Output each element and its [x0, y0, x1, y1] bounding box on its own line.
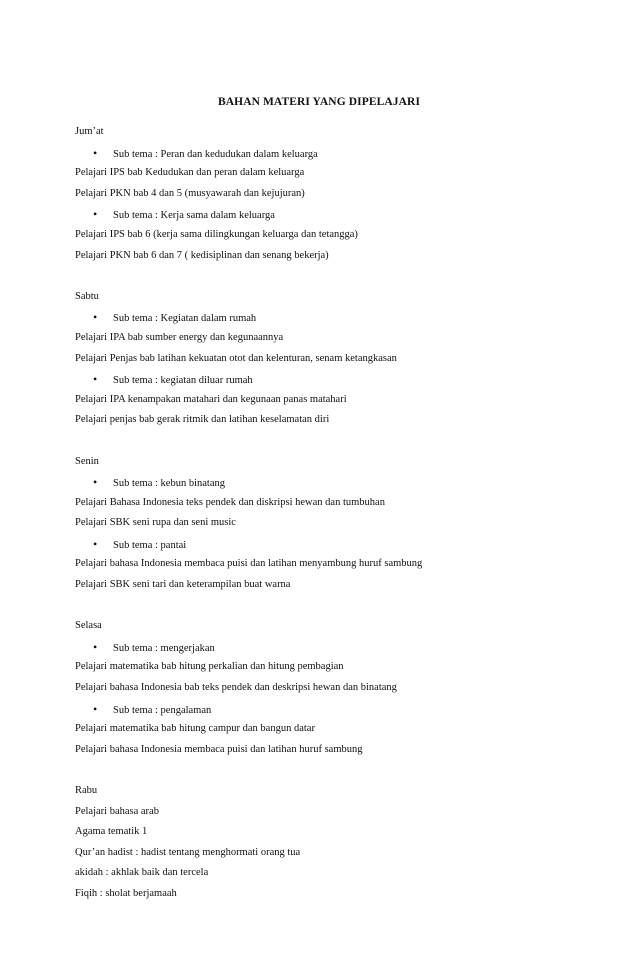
lesson-item: akidah : akhlak baik dan tercela	[75, 867, 209, 879]
document-title: BAHAN MATERI YANG DIPELAJARI	[217, 96, 421, 108]
bullet-icon: •	[93, 310, 98, 325]
lesson-item: Pelajari bahasa Indonesia bab teks pendek dan deskripsi hewan dan binatang	[75, 682, 397, 694]
lesson-item: Pelajari IPS bab Kedudukan dan peran dalam keluarga	[75, 167, 305, 179]
subtema-label: Sub tema : kegiatan diluar rumah	[113, 375, 253, 387]
lesson-item: Pelajari IPA kenampakan matahari dan kegunaan panas matahari	[75, 393, 347, 405]
subtema-bullet	[75, 637, 575, 658]
subtema-label: Sub tema : Peran dan kedudukan dalam keluarga	[113, 148, 318, 160]
bullet-icon: •	[93, 536, 98, 551]
lesson-item: Pelajari bahasa arab	[75, 805, 159, 817]
lesson-item: Fiqih : sholat berjamaah	[75, 887, 177, 899]
day-heading-senin: Senin	[75, 455, 99, 467]
lesson-item: Pelajari matematika bab hitung perkalian dan hitung pembagian	[75, 661, 344, 673]
bullet-icon: •	[93, 475, 98, 490]
lesson-item: Agama tematik 1	[75, 826, 148, 838]
subtema-label: Sub tema : mengerjakan	[113, 642, 215, 654]
day-heading-jumat: Jum’at	[75, 126, 104, 137]
subtema-bullet	[75, 534, 575, 555]
bullet-icon: •	[93, 639, 98, 654]
subtema-label: Sub tema : Kerja sama dalam keluarga	[113, 210, 275, 222]
section-spacer	[75, 266, 575, 287]
bullet-icon: •	[93, 207, 98, 222]
lesson-item: Qur’an hadist : hadist tentang menghormati orang tua	[75, 846, 301, 858]
lesson-item: Pelajari PKN bab 6 dan 7 ( kedisiplinan dan senang bekerja)	[75, 249, 329, 261]
lesson-item: Pelajari penjas bab gerak ritmik dan latihan keselamatan diri	[75, 414, 330, 426]
subtema-bullet	[75, 472, 575, 493]
document-content	[75, 122, 575, 905]
lesson-item: Pelajari matematika bab hitung campur dan bangun datar	[75, 723, 315, 735]
lesson-item: Pelajari IPS bab 6 (kerja sama dilingkungan keluarga dan tetangga)	[75, 228, 358, 240]
day-heading-sabtu: Sabtu	[75, 290, 99, 302]
lesson-item: Pelajari Bahasa Indonesia teks pendek dan diskripsi hewan dan tumbuhan	[75, 496, 385, 508]
subtema-bullet	[75, 369, 575, 390]
subtema-label: Sub tema : pengalaman	[113, 704, 212, 716]
bullet-icon: •	[93, 372, 98, 387]
section-spacer	[75, 596, 575, 617]
day-heading-selasa: Selasa	[75, 620, 102, 632]
section-spacer	[75, 760, 575, 781]
lesson-item: Pelajari bahasa Indonesia membaca puisi dan latihan menyambung huruf sambung	[75, 558, 423, 570]
lesson-item: Pelajari Penjas bab latihan kekuatan otot dan kelenturan, senam ketangkasan	[75, 352, 397, 364]
lesson-item: Pelajari bahasa Indonesia membaca puisi dan latihan huruf sambung	[75, 743, 363, 755]
subtema-bullet	[75, 699, 575, 720]
lesson-item: Pelajari PKN bab 4 dan 5 (musyawarah dan kejujuran)	[75, 187, 305, 199]
section-spacer	[75, 431, 575, 452]
subtema-label: Sub tema : pantai	[113, 539, 187, 551]
bullet-icon: •	[93, 701, 98, 716]
bullet-icon: •	[93, 145, 98, 160]
subtema-bullet	[75, 307, 575, 328]
day-heading-rabu: Rabu	[75, 785, 98, 796]
lesson-item: Pelajari SBK seni tari dan keterampilan buat warna	[75, 579, 291, 591]
lesson-item: Pelajari SBK seni rupa dan seni music	[75, 517, 236, 529]
subtema-label: Sub tema : Kegiatan dalam rumah	[113, 313, 257, 325]
subtema-bullet	[75, 204, 575, 225]
subtema-label: Sub tema : kebun binatang	[113, 478, 225, 490]
subtema-bullet	[75, 143, 575, 164]
lesson-item: Pelajari IPA bab sumber energy dan kegunaannya	[75, 331, 284, 343]
